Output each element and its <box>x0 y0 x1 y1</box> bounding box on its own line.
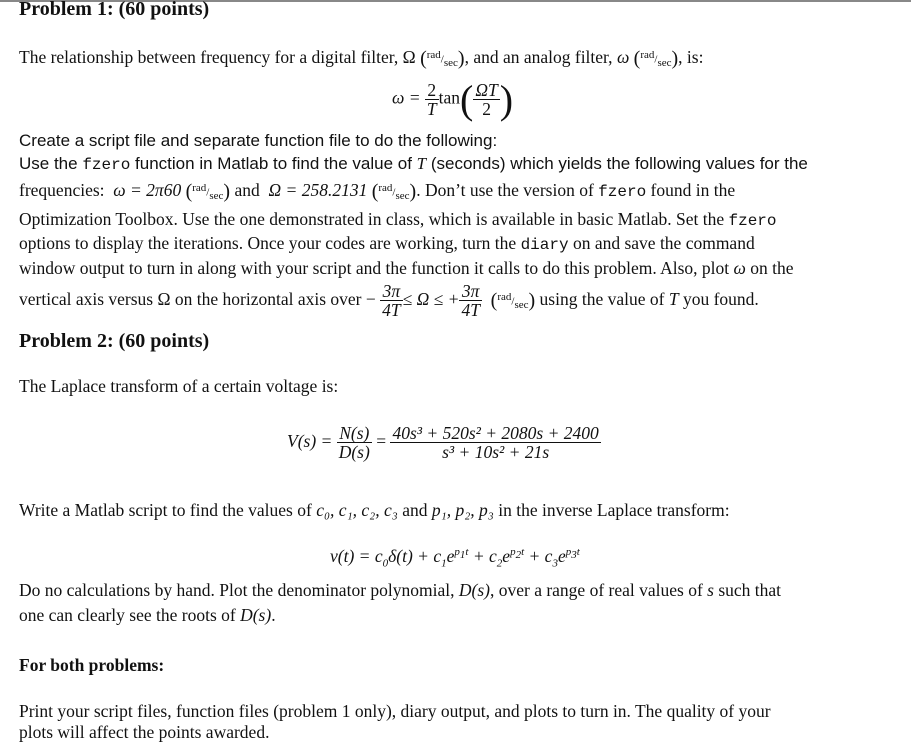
problem2-heading: Problem 2: (60 points) <box>19 330 210 352</box>
p1-line5: options to display the iterations. Once your codes are working, turn the diary on and save the command <box>19 233 755 254</box>
p2-do-line1: Do no calculations by hand. Plot the denominator polynomial, D(s), over a range of real values of s such that <box>19 580 782 600</box>
problem1-heading: Problem 1: (60 points) <box>19 0 210 20</box>
both-line2: plots will affect the points awarded. <box>19 722 270 742</box>
both-heading: For both problems: <box>19 655 165 675</box>
p1-line7: vertical axis versus Ω on the horizontal axis over − $\frac{3\pi}{4T}$ ≤ Ω ≤ + $\frac{3\pi}{4T}$ $(^{rad}/_{sec})$ using the value of T you found. <box>19 281 759 321</box>
intro-pre: The relationship between frequency for a digital filter, <box>19 47 403 67</box>
w-symbol: ω <box>616 47 630 67</box>
both-line1: Print your script files, function files (problem 1 only), diary output, and plots to turn in. The quality of your <box>19 701 771 721</box>
unit-rad-sec: $^{rad}/_{sec}$ <box>426 49 458 69</box>
p2-do-line2: one can clearly see the roots of D(s). <box>19 605 276 625</box>
omega-value: Ω = 258.2131 <box>268 180 368 200</box>
p2-intro: The Laplace transform of a certain voltage is: <box>19 376 339 396</box>
omega-symbol: Ω <box>402 47 416 67</box>
p1-line1: Create a script file and separate function file to do the following: <box>19 131 498 150</box>
unit-rad-sec-2: $^{rad}/_{sec}$ <box>640 49 672 69</box>
inverse-laplace-equation: $v(t) = c_0\delta(t) + c_1e^{p_1t} + c_2e^{p_2t} + c_3e^{p_3t}$ <box>330 546 580 570</box>
p1-line2: Use the fzero function in Matlab to find the value of T (seconds) which yields the following values for the <box>19 154 808 174</box>
intro-post: , is: <box>678 47 704 67</box>
p1-line6: window output to turn in along with your script and the function it calls to do this problem. Also, plot ω on the <box>19 258 794 278</box>
problem1-intro: The relationship between frequency for a digital filter, Ω $(^{rad}/_{sec})$, and an analog filter, ω $(^{rad}/_{sec})$, is: <box>19 47 704 70</box>
intro-mid: , and an analog filter, <box>464 47 617 67</box>
laplace-equation: V(s) = $\frac{N(s)}{D(s)}$ = $\frac{\text{40s³ + 520s² + 2080s + 2400}}{\text{s³ + 10s² + 21s}}$ <box>287 423 599 463</box>
p1-line3: frequencies: ω = 2π60 $(^{rad}/_{sec})$ and Ω = 258.2131 $(^{rad}/_{sec})$. Don’t use the version of fzero found in the <box>19 180 736 203</box>
code-fzero: fzero <box>82 156 131 174</box>
p2-write-line: Write a Matlab script to find the values of c₀, c₁, c₂, c₃ and p₁, p₂, p₃ in the inverse Laplace transform: <box>19 500 730 520</box>
p1-line4: Optimization Toolbox. Use the one demonstrated in class, which is available in basic Matlab. Set the fzero <box>19 209 777 230</box>
w-value: ω = 2π60 <box>113 180 182 200</box>
code-diary: diary <box>520 236 569 254</box>
tan-equation: ω = $\frac{2}{T}$ tan( $\frac{\Omega T}{2}$ ) <box>392 77 514 122</box>
